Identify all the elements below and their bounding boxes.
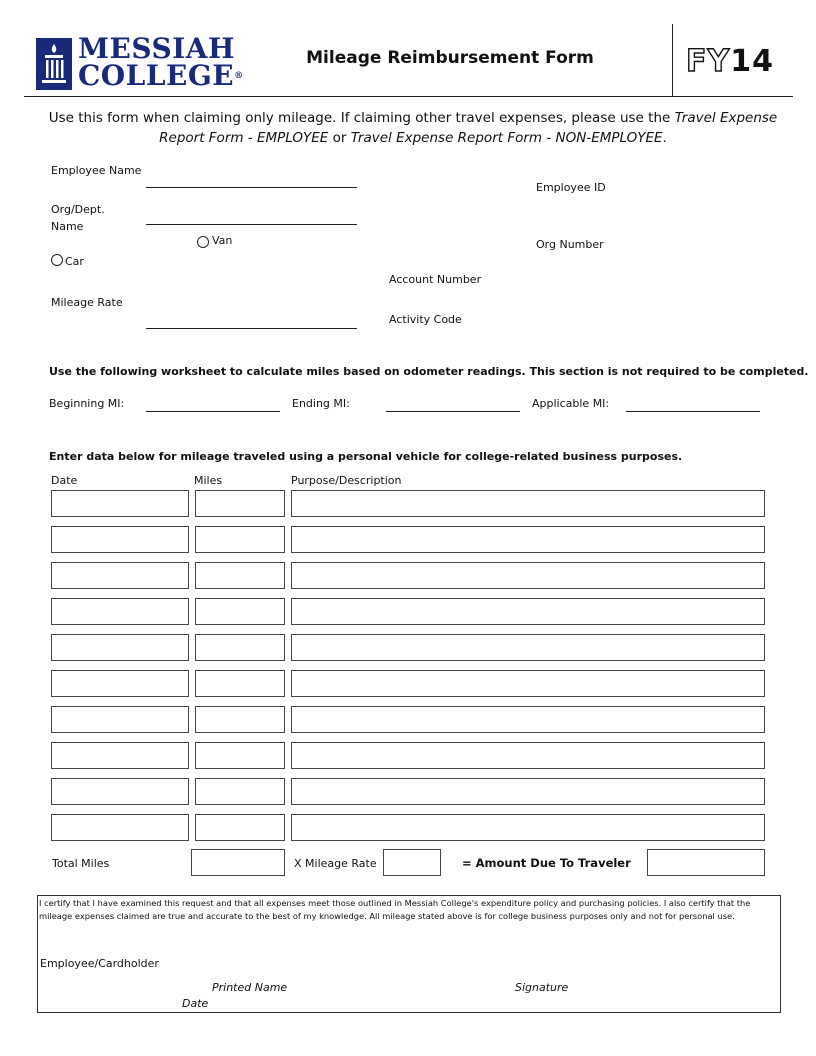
applicable-mi-label: Applicable MI: [532,397,610,410]
total-miles-label: Total Miles [52,857,110,870]
employee-name-label: Employee Name [51,164,142,177]
employee-cardholder-label: Employee/Cardholder [40,957,159,970]
link-employee-form: Travel Expense Report Form - EMPLOYEE [159,110,778,146]
date-input[interactable] [51,634,189,661]
signature-label: Signature [515,981,569,994]
college-logo [36,32,244,92]
org-dept-label: Org/Dept. [51,203,105,216]
purpose-input[interactable] [291,490,765,517]
purpose-input[interactable] [291,742,765,769]
org-dept-name-label: Name [51,220,84,233]
logo-line-1: MESSIAH [78,32,235,65]
amount-due-input[interactable] [647,849,765,876]
miles-input[interactable] [195,598,285,625]
purpose-input[interactable] [291,670,765,697]
date-input[interactable] [51,706,189,733]
miles-input[interactable] [195,670,285,697]
org-number-label: Org Number [536,238,604,251]
car-radio[interactable] [51,254,63,266]
date-input[interactable] [51,526,189,553]
date-input[interactable] [51,490,189,517]
miles-input[interactable] [195,634,285,661]
employee-id-label: Employee ID [536,181,606,194]
mileage-rate-label: Mileage Rate [51,296,123,309]
beginning-mi-label: Beginning MI: [49,397,125,410]
header-divider [672,24,673,97]
miles-input[interactable] [195,742,285,769]
org-dept-name-field[interactable] [146,224,357,225]
certification-text: I certify that I have examined this request and that all expenses meet those outlined in Messiah College's expenditure policy and purchasing policies. I also certify that the mileage expenses claimed are true and accurate to the best of my knowledge. All mileage stated above is for college business purposes only and not for personal use. [39,898,751,921]
van-label: Van [212,234,233,247]
mileage-rate-multiplier-label: X Mileage Rate [294,857,377,870]
van-radio[interactable] [197,236,209,248]
purpose-input[interactable] [291,706,765,733]
car-label: Car [65,255,84,268]
miles-input[interactable] [195,814,285,841]
worksheet-instruction: Use the following worksheet to calculate miles based on odometer readings. This section is not required to be completed. [49,365,809,378]
intro-text: Use this form when claiming only mileage. If claiming other travel expenses, please use the Travel Expense Report Form - EMPLOYEE or Travel Expense Report Form - NON-EMPLOYEE. [48,110,778,146]
purpose-input[interactable] [291,598,765,625]
amount-due-label: = Amount Due To Traveler [462,856,631,870]
ending-mi-field[interactable] [386,411,520,412]
miles-input[interactable] [195,706,285,733]
mileage-rate-input[interactable] [383,849,441,876]
logo-line-2: COLLEGE® [78,59,244,92]
beginning-mi-field[interactable] [146,411,280,412]
mileage-rate-field[interactable] [146,328,357,329]
date-input[interactable] [51,670,189,697]
miles-input[interactable] [195,526,285,553]
date-input[interactable] [51,562,189,589]
miles-column-header: Miles [194,474,223,487]
printed-name-label: Printed Name [212,981,288,994]
purpose-column-header: Purpose/Description [291,474,402,487]
link-non-employee-form: Travel Expense Report Form - NON-EMPLOYEE [350,130,663,146]
total-miles-input[interactable] [191,849,285,876]
purpose-input[interactable] [291,634,765,661]
header-rule [24,96,793,97]
date-input[interactable] [51,814,189,841]
form-title: Mileage Reimbursement Form [306,48,594,68]
activity-code-label: Activity Code [389,313,462,326]
miles-input[interactable] [195,562,285,589]
purpose-input[interactable] [291,778,765,805]
college-crest-icon [36,38,72,90]
applicable-mi-field[interactable] [626,411,760,412]
date-input[interactable] [51,742,189,769]
miles-input[interactable] [195,778,285,805]
purpose-input[interactable] [291,526,765,553]
purpose-input[interactable] [291,814,765,841]
miles-input[interactable] [195,490,285,517]
date-input[interactable] [51,778,189,805]
account-number-label: Account Number [389,273,482,286]
ending-mi-label: Ending MI: [292,397,350,410]
fiscal-year-badge: FY14 [686,44,774,79]
date-label: Date [182,997,209,1010]
date-column-header: Date [51,474,78,487]
date-input[interactable] [51,598,189,625]
mileage-instruction: Enter data below for mileage traveled using a personal vehicle for college-related business purposes. [49,450,683,463]
purpose-input[interactable] [291,562,765,589]
employee-name-field[interactable] [146,187,357,188]
